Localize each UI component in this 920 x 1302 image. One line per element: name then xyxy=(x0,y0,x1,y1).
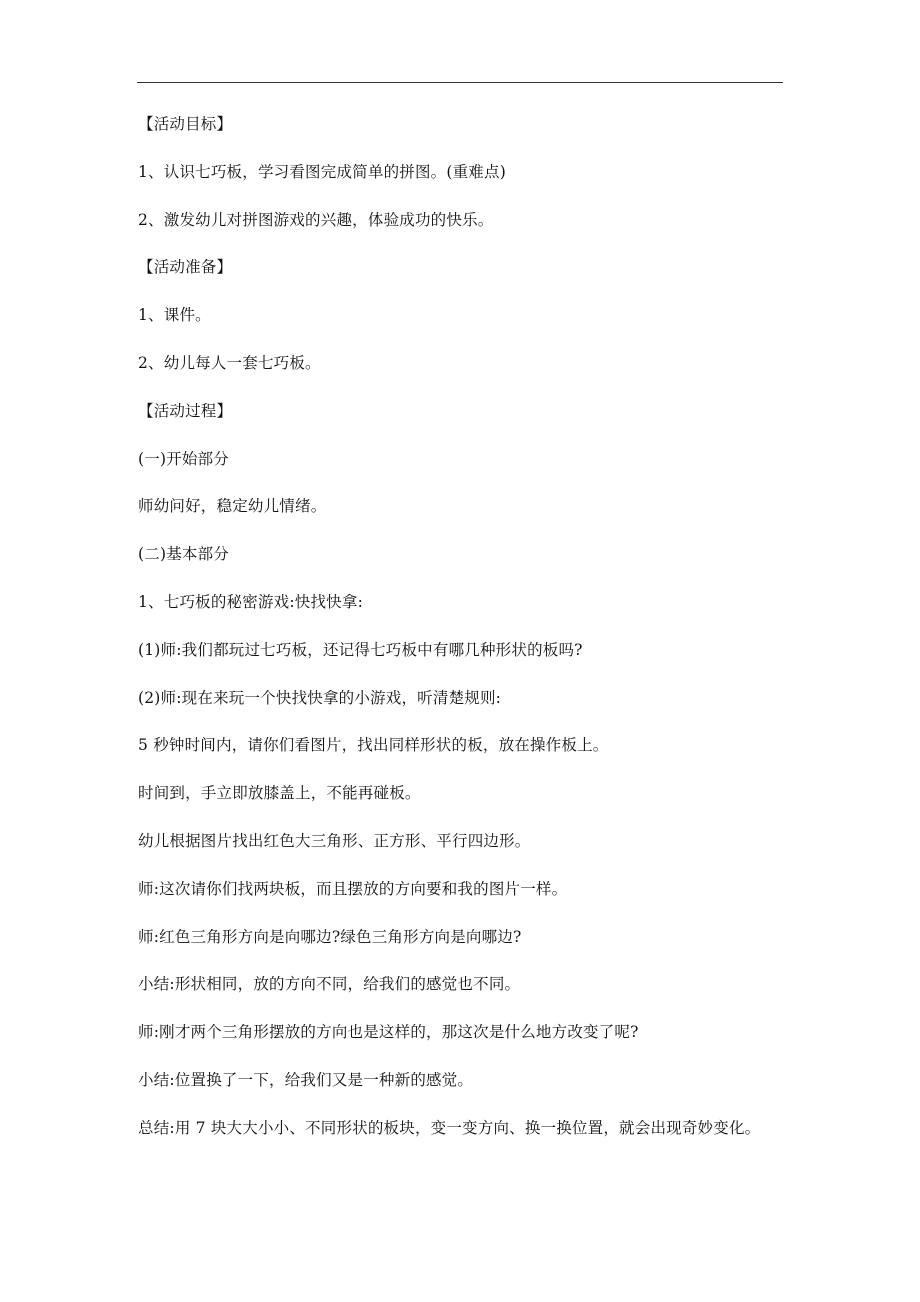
paragraph-conclusion: 总结:用 7 块大大小小、不同形状的板块，变一变方向、换一换位置，就会出现奇妙变化。 xyxy=(138,1118,761,1137)
subheading-opening: (一)开始部分 xyxy=(138,449,229,468)
paragraph-teacher-two-pieces: 师:这次请你们找两块板，而且摆放的方向要和我的图片一样。 xyxy=(138,879,568,898)
subheading-basic: (二)基本部分 xyxy=(138,545,229,564)
goal-item-2: 2、激发幼儿对拼图游戏的兴趣，体验成功的快乐。 xyxy=(138,210,494,229)
preparation-item-1: 1、课件。 xyxy=(138,306,211,325)
header-rule xyxy=(137,82,783,83)
paragraph-children-find: 幼儿根据图片找出红色大三角形、正方形、平行四边形。 xyxy=(138,831,531,850)
paragraph-question-1: (1)师:我们都玩过七巧板，还记得七巧板中有哪几种形状的板吗? xyxy=(138,640,583,659)
paragraph-question-2: (2)师:现在来玩一个快找快拿的小游戏，听清楚规则: xyxy=(138,688,502,707)
paragraph-game-title: 1、七巧板的秘密游戏:快找快拿: xyxy=(138,592,364,611)
section-heading-goals: 【活动目标】 xyxy=(138,115,233,133)
preparation-item-2: 2、幼儿每人一套七巧板。 xyxy=(138,353,321,372)
document-body xyxy=(138,113,788,1165)
paragraph-summary-1: 小结:形状相同，放的方向不同，给我们的感觉也不同。 xyxy=(138,975,521,994)
paragraph-rule-2: 时间到，手立即放膝盖上，不能再碰板。 xyxy=(138,784,421,803)
paragraph-greeting: 师幼问好，稳定幼儿情绪。 xyxy=(138,497,327,516)
goal-item-1: 1、认识七巧板，学习看图完成简单的拼图。(重难点) xyxy=(138,162,506,181)
section-heading-process: 【活动过程】 xyxy=(138,401,233,420)
section-heading-preparation: 【活动准备】 xyxy=(138,258,233,277)
paragraph-rule-1: 5 秒钟时间内，请你们看图片，找出同样形状的板，放在操作板上。 xyxy=(138,736,609,755)
paragraph-summary-2: 小结:位置换了一下，给我们又是一种新的感觉。 xyxy=(138,1070,474,1089)
paragraph-teacher-direction: 师:红色三角形方向是向哪边?绿色三角形方向是向哪边? xyxy=(138,927,522,946)
paragraph-teacher-change: 师:刚才两个三角形摆放的方向也是这样的，那这次是什么地方改变了呢? xyxy=(138,1023,639,1042)
